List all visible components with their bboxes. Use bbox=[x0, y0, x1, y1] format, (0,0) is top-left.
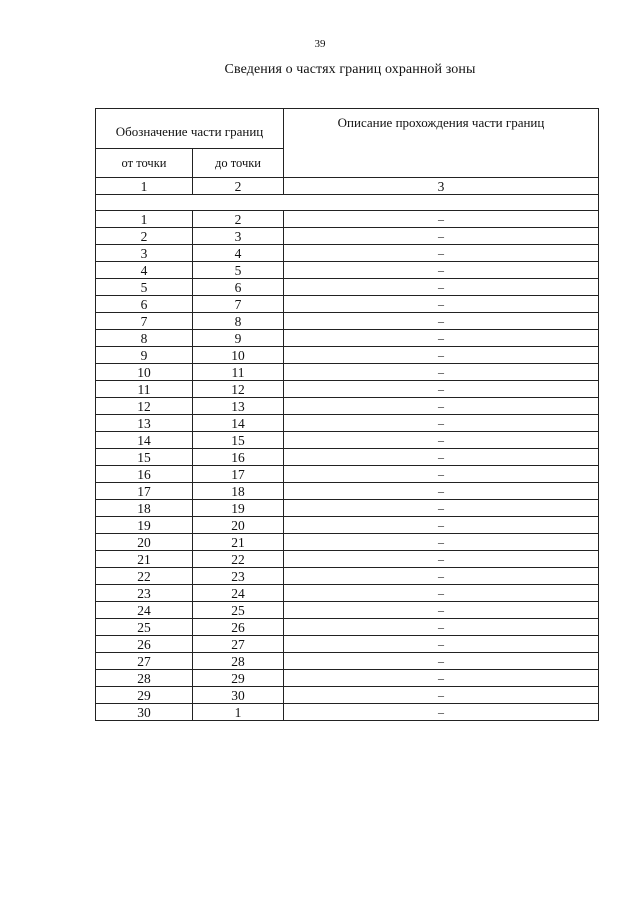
cell-description: – bbox=[284, 636, 599, 653]
cell-to-point: 29 bbox=[193, 670, 284, 687]
header-row bbox=[96, 109, 599, 149]
cell-description: – bbox=[284, 602, 599, 619]
header-designation: Обозначение части границ bbox=[96, 109, 284, 149]
cell-description: – bbox=[284, 500, 599, 517]
cell-from-point: 18 bbox=[96, 500, 193, 517]
cell-from-point: 1 bbox=[96, 211, 193, 228]
table-row bbox=[96, 517, 599, 534]
table-row bbox=[96, 551, 599, 568]
cell-to-point: 8 bbox=[193, 313, 284, 330]
cell-to-point: 9 bbox=[193, 330, 284, 347]
cell-to-point: 7 bbox=[193, 296, 284, 313]
cell-to-point: 5 bbox=[193, 262, 284, 279]
table-row bbox=[96, 653, 599, 670]
table-row bbox=[96, 534, 599, 551]
cell-to-point: 17 bbox=[193, 466, 284, 483]
cell-from-point: 17 bbox=[96, 483, 193, 500]
cell-from-point: 6 bbox=[96, 296, 193, 313]
table-row bbox=[96, 262, 599, 279]
column-number-row bbox=[96, 178, 599, 195]
cell-from-point: 25 bbox=[96, 619, 193, 636]
cell-to-point: 6 bbox=[193, 279, 284, 296]
table-row bbox=[96, 381, 599, 398]
header-to-point: до точки bbox=[193, 149, 284, 178]
table-row bbox=[96, 670, 599, 687]
cell-from-point: 20 bbox=[96, 534, 193, 551]
cell-description: – bbox=[284, 279, 599, 296]
blank-cell bbox=[96, 195, 599, 211]
cell-to-point: 10 bbox=[193, 347, 284, 364]
cell-description: – bbox=[284, 313, 599, 330]
cell-description: – bbox=[284, 653, 599, 670]
table-row bbox=[96, 364, 599, 381]
page-title: Сведения о частях границ охранной зоны bbox=[224, 62, 476, 77]
table-row bbox=[96, 500, 599, 517]
table-row bbox=[96, 296, 599, 313]
cell-from-point: 19 bbox=[96, 517, 193, 534]
cell-from-point: 11 bbox=[96, 381, 193, 398]
table-row bbox=[96, 415, 599, 432]
cell-to-point: 21 bbox=[193, 534, 284, 551]
cell-description: – bbox=[284, 415, 599, 432]
cell-description: – bbox=[284, 381, 599, 398]
table-row bbox=[96, 704, 599, 721]
table-row bbox=[96, 602, 599, 619]
cell-from-point: 21 bbox=[96, 551, 193, 568]
table-row bbox=[96, 466, 599, 483]
cell-from-point: 12 bbox=[96, 398, 193, 415]
cell-description: – bbox=[284, 517, 599, 534]
table-row bbox=[96, 330, 599, 347]
boundary-parts-table bbox=[95, 108, 599, 721]
table-row bbox=[96, 279, 599, 296]
table-row bbox=[96, 313, 599, 330]
table-row bbox=[96, 483, 599, 500]
cell-to-point: 15 bbox=[193, 432, 284, 449]
cell-description: – bbox=[284, 432, 599, 449]
cell-description: – bbox=[284, 364, 599, 381]
cell-from-point: 30 bbox=[96, 704, 193, 721]
cell-to-point: 18 bbox=[193, 483, 284, 500]
cell-description: – bbox=[284, 568, 599, 585]
header-description: Описание прохождения части границ bbox=[284, 109, 599, 178]
column-number: 1 bbox=[96, 178, 193, 195]
cell-from-point: 15 bbox=[96, 449, 193, 466]
cell-from-point: 28 bbox=[96, 670, 193, 687]
cell-to-point: 22 bbox=[193, 551, 284, 568]
cell-to-point: 1 bbox=[193, 704, 284, 721]
cell-to-point: 19 bbox=[193, 500, 284, 517]
cell-description: – bbox=[284, 330, 599, 347]
cell-to-point: 25 bbox=[193, 602, 284, 619]
cell-from-point: 3 bbox=[96, 245, 193, 262]
cell-description: – bbox=[284, 211, 599, 228]
cell-from-point: 4 bbox=[96, 262, 193, 279]
cell-from-point: 27 bbox=[96, 653, 193, 670]
cell-to-point: 14 bbox=[193, 415, 284, 432]
table-row bbox=[96, 687, 599, 704]
cell-to-point: 3 bbox=[193, 228, 284, 245]
cell-description: – bbox=[284, 585, 599, 602]
cell-to-point: 27 bbox=[193, 636, 284, 653]
table-row bbox=[96, 211, 599, 228]
cell-from-point: 7 bbox=[96, 313, 193, 330]
cell-to-point: 12 bbox=[193, 381, 284, 398]
table-row bbox=[96, 449, 599, 466]
table-row bbox=[96, 568, 599, 585]
column-number: 3 bbox=[284, 178, 599, 195]
cell-from-point: 24 bbox=[96, 602, 193, 619]
cell-description: – bbox=[284, 398, 599, 415]
cell-description: – bbox=[284, 534, 599, 551]
blank-row bbox=[96, 195, 599, 211]
cell-from-point: 29 bbox=[96, 687, 193, 704]
cell-from-point: 22 bbox=[96, 568, 193, 585]
cell-from-point: 14 bbox=[96, 432, 193, 449]
header-from-point: от точки bbox=[96, 149, 193, 178]
table-row bbox=[96, 398, 599, 415]
column-number: 2 bbox=[193, 178, 284, 195]
cell-from-point: 5 bbox=[96, 279, 193, 296]
cell-to-point: 28 bbox=[193, 653, 284, 670]
cell-from-point: 23 bbox=[96, 585, 193, 602]
cell-description: – bbox=[284, 296, 599, 313]
page-number: 39 bbox=[314, 38, 326, 50]
cell-description: – bbox=[284, 704, 599, 721]
cell-to-point: 30 bbox=[193, 687, 284, 704]
cell-from-point: 26 bbox=[96, 636, 193, 653]
cell-from-point: 8 bbox=[96, 330, 193, 347]
table-row bbox=[96, 228, 599, 245]
cell-to-point: 11 bbox=[193, 364, 284, 381]
cell-description: – bbox=[284, 551, 599, 568]
table-row bbox=[96, 636, 599, 653]
cell-from-point: 13 bbox=[96, 415, 193, 432]
cell-from-point: 16 bbox=[96, 466, 193, 483]
cell-to-point: 20 bbox=[193, 517, 284, 534]
table-row bbox=[96, 619, 599, 636]
table-row bbox=[96, 245, 599, 262]
cell-to-point: 26 bbox=[193, 619, 284, 636]
cell-to-point: 2 bbox=[193, 211, 284, 228]
cell-description: – bbox=[284, 619, 599, 636]
cell-description: – bbox=[284, 228, 599, 245]
cell-description: – bbox=[284, 687, 599, 704]
table-row bbox=[96, 585, 599, 602]
cell-to-point: 13 bbox=[193, 398, 284, 415]
cell-from-point: 10 bbox=[96, 364, 193, 381]
cell-to-point: 16 bbox=[193, 449, 284, 466]
cell-to-point: 24 bbox=[193, 585, 284, 602]
cell-from-point: 2 bbox=[96, 228, 193, 245]
cell-to-point: 4 bbox=[193, 245, 284, 262]
cell-description: – bbox=[284, 483, 599, 500]
cell-to-point: 23 bbox=[193, 568, 284, 585]
table-row bbox=[96, 347, 599, 364]
cell-description: – bbox=[284, 670, 599, 687]
cell-description: – bbox=[284, 262, 599, 279]
cell-description: – bbox=[284, 449, 599, 466]
cell-description: – bbox=[284, 347, 599, 364]
cell-description: – bbox=[284, 245, 599, 262]
cell-description: – bbox=[284, 466, 599, 483]
table-row bbox=[96, 432, 599, 449]
cell-from-point: 9 bbox=[96, 347, 193, 364]
